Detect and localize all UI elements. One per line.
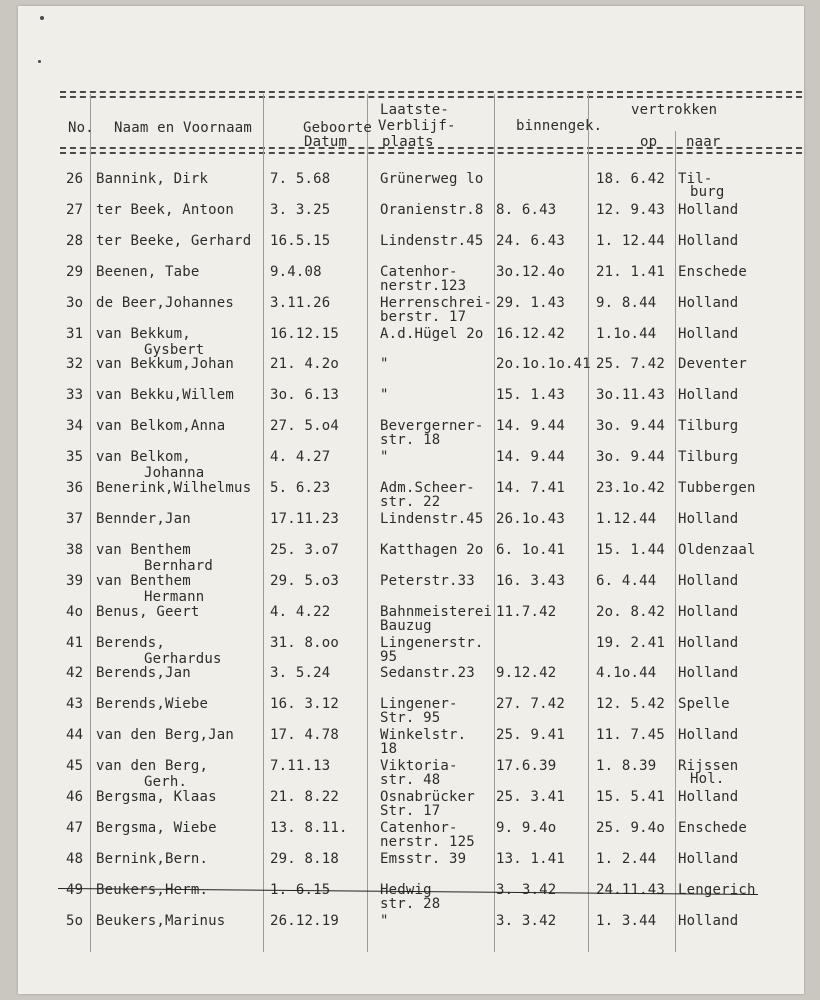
entry-name-continued: Bernhard	[144, 557, 214, 574]
entry-destination: Deventer	[678, 356, 748, 373]
table-row	[18, 264, 804, 295]
entry-birth-date: 16.5.15	[270, 232, 331, 249]
entry-birth-date: 27. 5.o4	[270, 418, 340, 435]
entry-destination: Holland	[678, 325, 739, 342]
entry-name: Bernink,Bern.	[96, 850, 209, 867]
entry-number: 43	[66, 696, 84, 713]
entry-number: 5o	[66, 912, 84, 929]
entry-number: 3o	[66, 294, 84, 311]
entry-name-continued: Johanna	[144, 465, 205, 482]
entry-name: van den Berg,Jan	[96, 727, 235, 744]
entry-arrived-date: 25. 9.41	[496, 727, 566, 744]
entry-last-residence: "	[380, 912, 389, 929]
entry-destination: Holland	[678, 727, 739, 744]
entry-birth-date: 3. 5.24	[270, 665, 331, 682]
entry-birth-date: 26.12.19	[270, 912, 340, 929]
entry-last-residence-continued: 95	[380, 648, 398, 665]
entry-number: 48	[66, 850, 84, 867]
table-row	[18, 295, 804, 326]
entry-number: 45	[66, 758, 84, 775]
table-row	[18, 789, 804, 820]
entry-birth-date: 17. 4.78	[270, 727, 340, 744]
entry-destination-continued: Hol.	[690, 771, 725, 788]
entry-destination: Tilburg	[678, 449, 739, 466]
entry-name-continued: Gysbert	[144, 341, 205, 358]
entry-birth-date: 4. 4.27	[270, 449, 331, 466]
entry-last-residence-continued: str. 22	[380, 494, 441, 510]
entry-birth-date: 25. 3.o7	[270, 541, 340, 558]
entry-arrived-date: 14. 7.41	[496, 480, 566, 496]
entry-number: 29	[66, 263, 84, 280]
entry-number: 49	[66, 881, 84, 898]
entry-arrived-date: 24. 6.43	[496, 232, 566, 249]
entry-name-continued: Hermann	[144, 588, 205, 605]
entry-destination: Lengerich	[678, 881, 756, 898]
table-row	[18, 882, 804, 913]
entry-birth-date: 1. 6.15	[270, 881, 331, 898]
entry-number: 35	[66, 449, 84, 466]
entry-destination: Til-	[678, 171, 713, 187]
entry-destination: Rijssen	[678, 758, 739, 775]
entry-birth-date: 21. 8.22	[270, 789, 340, 805]
entry-name: Beukers,Herm.	[96, 881, 209, 898]
entry-name: Benerink,Wilhelmus	[96, 480, 252, 496]
document-page	[18, 6, 804, 994]
entry-last-residence: Grünerweg lo	[380, 171, 484, 187]
entry-number: 41	[66, 634, 84, 651]
entry-destination: Holland	[678, 572, 739, 589]
header-birth: Geboorte	[303, 120, 373, 136]
table-row	[18, 542, 804, 573]
entry-birth-date: 5. 6.23	[270, 480, 331, 496]
entry-arrived-date: 14. 9.44	[496, 449, 566, 466]
entry-last-residence: Peterstr.33	[380, 572, 475, 589]
entry-birth-date: 29. 5.o3	[270, 572, 340, 589]
entry-last-residence: Oranienstr.8	[380, 201, 484, 218]
entry-birth-date: 29. 8.18	[270, 850, 340, 867]
table-row	[18, 758, 804, 789]
entry-last-residence: A.d.Hügel 2o	[380, 325, 484, 342]
entry-arrived-date: 9.12.42	[496, 665, 557, 682]
table-row	[18, 635, 804, 666]
entry-departed-date: 1. 3.44	[596, 912, 657, 929]
header-top-rule	[60, 91, 802, 93]
entry-arrived-date: 15. 1.43	[496, 387, 566, 404]
entry-departed-date: 11. 7.45	[596, 727, 666, 744]
table-row	[18, 573, 804, 604]
header-no: No.	[68, 120, 94, 136]
entry-last-residence: Osnabrücker	[380, 789, 475, 805]
header-departed-on: op	[640, 134, 658, 150]
entry-arrived-date: 17.6.39	[496, 758, 557, 775]
entry-name: Bannink, Dirk	[96, 171, 209, 187]
entry-birth-date: 3. 3.25	[270, 201, 331, 218]
entry-departed-date: 2o. 8.42	[596, 603, 666, 620]
entry-number: 44	[66, 727, 84, 744]
entry-arrived-date: 26.1o.43	[496, 510, 566, 527]
entry-last-residence: Catenhor-	[380, 263, 458, 280]
entry-arrived-date: 29. 1.43	[496, 294, 566, 311]
entry-destination: Holland	[678, 387, 739, 404]
entry-name-continued: Gerh.	[144, 774, 188, 791]
entry-departed-date: 18. 6.42	[596, 171, 666, 187]
entry-name: de Beer,Johannes	[96, 294, 235, 311]
entry-arrived-date: 3. 3.42	[496, 912, 557, 929]
entry-name-continued: Gerhardus	[144, 650, 222, 667]
header-birth-date: Datum	[304, 134, 348, 150]
entry-last-residence: Viktoria-	[380, 758, 458, 775]
entry-last-residence: Sedanstr.23	[380, 665, 475, 682]
entry-departed-date: 1. 12.44	[596, 232, 666, 249]
entry-destination: Holland	[678, 201, 739, 218]
entry-number: 27	[66, 201, 84, 218]
entry-number: 4o	[66, 603, 84, 620]
entry-arrived-date: 14. 9.44	[496, 418, 566, 435]
entry-birth-date: 16. 3.12	[270, 696, 340, 713]
entry-departed-date: 21. 1.41	[596, 263, 666, 280]
entry-last-residence: Bahnmeisterei	[380, 603, 493, 620]
punch-mark	[38, 60, 41, 63]
entry-last-residence: Hedwig	[380, 881, 432, 898]
entry-arrived-date: 9. 9.4o	[496, 819, 557, 836]
table-row	[18, 480, 804, 511]
table-row	[18, 449, 804, 480]
entry-number: 42	[66, 665, 84, 682]
entry-departed-date: 9. 8.44	[596, 294, 657, 311]
entry-destination: Holland	[678, 665, 739, 682]
entry-last-residence: Emsstr. 39	[380, 850, 467, 867]
entry-name: ter Beeke, Gerhard	[96, 232, 252, 249]
entry-name: van den Berg,	[96, 758, 209, 775]
entry-number: 33	[66, 387, 84, 404]
entry-departed-date: 3o.11.43	[596, 387, 666, 404]
entry-birth-date: 3o. 6.13	[270, 387, 340, 404]
entry-name: Berends,Jan	[96, 665, 191, 682]
entry-destination-continued: burg	[690, 184, 725, 200]
table-row	[18, 233, 804, 264]
table-row	[18, 387, 804, 418]
entry-number: 34	[66, 418, 84, 435]
entry-departed-date: 1. 2.44	[596, 850, 657, 867]
entry-destination: Holland	[678, 294, 739, 311]
entry-name: Bergsma, Wiebe	[96, 819, 217, 836]
entry-last-residence: Lindenstr.45	[380, 232, 484, 249]
entry-destination: Holland	[678, 603, 739, 620]
entry-name: Bergsma, Klaas	[96, 789, 217, 805]
entry-birth-date: 17.11.23	[270, 510, 340, 527]
entry-destination: Holland	[678, 510, 739, 527]
entry-birth-date: 4. 4.22	[270, 603, 331, 620]
entry-name: van Bekkum,Johan	[96, 356, 235, 373]
entry-name: Berends,Wiebe	[96, 696, 209, 713]
entry-last-residence: Herrenschrei-	[380, 294, 493, 311]
entry-number: 31	[66, 325, 84, 342]
entry-arrived-date: 3o.12.4o	[496, 263, 566, 280]
entry-arrived-date: 27. 7.42	[496, 696, 566, 713]
entry-departed-date: 4.1o.44	[596, 665, 657, 682]
entry-last-residence-continued: str. 28	[380, 895, 441, 912]
header-last-residence: Laatste-	[380, 102, 450, 118]
entry-last-residence-continued: str. 48	[380, 772, 441, 789]
entry-departed-date: 1. 8.39	[596, 758, 657, 775]
entry-birth-date: 7. 5.68	[270, 171, 331, 187]
entry-number: 32	[66, 356, 84, 373]
entry-departed-date: 1.12.44	[596, 510, 657, 527]
entry-last-residence: Winkelstr.	[380, 727, 467, 744]
entry-last-residence: Lingener-	[380, 696, 458, 713]
entry-last-residence: Katthagen 2o	[380, 541, 484, 558]
entry-last-residence: Bevergerner-	[380, 418, 484, 435]
punch-mark	[40, 16, 44, 20]
table-row	[18, 727, 804, 758]
entry-departed-date: 12. 9.43	[596, 201, 666, 218]
entry-number: 39	[66, 572, 84, 589]
table-row	[18, 326, 804, 357]
entry-number: 26	[66, 171, 84, 187]
table-row	[18, 696, 804, 727]
entry-name: van Bekku,Willem	[96, 387, 235, 404]
entry-last-residence: Catenhor-	[380, 819, 458, 836]
entry-departed-date: 6. 4.44	[596, 572, 657, 589]
entry-departed-date: 1.1o.44	[596, 325, 657, 342]
entry-last-residence: Lingenerstr.	[380, 634, 484, 651]
table-row	[18, 418, 804, 449]
entry-birth-date: 3.11.26	[270, 294, 331, 311]
table-row	[18, 511, 804, 542]
entry-number: 28	[66, 232, 84, 249]
entry-name: Beenen, Tabe	[96, 263, 200, 280]
entry-last-residence-continued: str. 18	[380, 432, 441, 449]
entry-destination: Enschede	[678, 819, 748, 836]
entry-departed-date: 12. 5.42	[596, 696, 666, 713]
entry-name: van Bekkum,	[96, 325, 191, 342]
entry-destination: Holland	[678, 850, 739, 867]
entry-destination: Holland	[678, 232, 739, 249]
header-last-residence: plaats	[382, 134, 434, 150]
entry-number: 37	[66, 510, 84, 527]
entry-birth-date: 9.4.08	[270, 263, 322, 280]
entry-departed-date: 3o. 9.44	[596, 418, 666, 435]
entry-departed-date: 24.11.43	[596, 881, 666, 898]
table-row	[18, 356, 804, 387]
entry-name: van Belkom,	[96, 449, 191, 466]
header-departed-to: naar	[686, 134, 721, 150]
entry-name: Benus, Geert	[96, 603, 200, 620]
entry-number: 46	[66, 789, 84, 805]
entry-number: 47	[66, 819, 84, 836]
entry-birth-date: 21. 4.2o	[270, 356, 340, 373]
table-row	[18, 913, 804, 944]
entry-arrived-date: 16. 3.43	[496, 572, 566, 589]
entry-destination: Tilburg	[678, 418, 739, 435]
header-top-rule	[60, 96, 802, 98]
entry-number: 38	[66, 541, 84, 558]
entry-destination: Holland	[678, 789, 739, 805]
entry-departed-date: 19. 2.41	[596, 634, 666, 651]
entry-last-residence: "	[380, 387, 389, 404]
entry-name: van Benthem	[96, 572, 191, 589]
entry-birth-date: 13. 8.11.	[270, 819, 348, 836]
entry-departed-date: 3o. 9.44	[596, 449, 666, 466]
entry-arrived-date: 13. 1.41	[496, 850, 566, 867]
entry-birth-date: 7.11.13	[270, 758, 331, 775]
header-arrived: binnengek.	[516, 118, 603, 134]
entry-departed-date: 15. 1.44	[596, 541, 666, 558]
table-row	[18, 665, 804, 696]
entry-arrived-date: 25. 3.41	[496, 789, 566, 805]
entry-destination: Tubbergen	[678, 480, 756, 496]
entry-last-residence: Adm.Scheer-	[380, 480, 475, 496]
header-last-residence: Verblijf-	[378, 118, 456, 134]
entry-name: Berends,	[96, 634, 166, 651]
entry-last-residence-continued: Bauzug	[380, 617, 432, 634]
entry-birth-date: 31. 8.oo	[270, 634, 340, 651]
entry-destination: Spelle	[678, 696, 730, 713]
entry-last-residence-continued: 18	[380, 741, 398, 758]
entry-departed-date: 23.1o.42	[596, 480, 666, 496]
entry-name: Bennder,Jan	[96, 510, 191, 527]
header-name: Naam en Voornaam	[114, 120, 253, 136]
table-row	[18, 202, 804, 233]
entry-arrived-date: 16.12.42	[496, 325, 566, 342]
header-departed: vertrokken	[631, 102, 718, 118]
entry-arrived-date: 6. 1o.41	[496, 541, 566, 558]
entry-arrived-date: 11.7.42	[496, 603, 557, 620]
entry-name: ter Beek, Antoon	[96, 201, 235, 218]
entry-last-residence-continued: Str. 95	[380, 710, 441, 727]
entry-arrived-date: 2o.1o.1o.41	[496, 356, 591, 373]
entry-last-residence-continued: nerstr. 125	[380, 833, 475, 850]
entry-departed-date: 25. 9.4o	[596, 819, 666, 836]
entry-destination: Holland	[678, 912, 739, 929]
entry-destination: Oldenzaal	[678, 541, 756, 558]
entry-last-residence-continued: berstr. 17	[380, 308, 467, 325]
entry-last-residence: "	[380, 449, 389, 466]
entry-last-residence-continued: Str. 17	[380, 803, 441, 819]
entry-destination: Holland	[678, 634, 739, 651]
entry-destination: Enschede	[678, 263, 748, 280]
entry-last-residence: "	[380, 356, 389, 373]
entry-arrived-date: 8. 6.43	[496, 201, 557, 218]
entry-last-residence: Lindenstr.45	[380, 510, 484, 527]
entry-departed-date: 25. 7.42	[596, 356, 666, 373]
entry-name: van Benthem	[96, 541, 191, 558]
table-row	[18, 171, 804, 202]
header-bottom-rule	[60, 152, 802, 154]
entry-arrived-date: 3. 3.42	[496, 881, 557, 898]
table-row	[18, 851, 804, 882]
entry-last-residence-continued: nerstr.123	[380, 277, 467, 294]
table-row	[18, 604, 804, 635]
entry-departed-date: 15. 5.41	[596, 789, 666, 805]
entry-number: 36	[66, 480, 84, 496]
entry-birth-date: 16.12.15	[270, 325, 340, 342]
entry-name: Beukers,Marinus	[96, 912, 226, 929]
table-row	[18, 820, 804, 851]
entry-name: van Belkom,Anna	[96, 418, 226, 435]
